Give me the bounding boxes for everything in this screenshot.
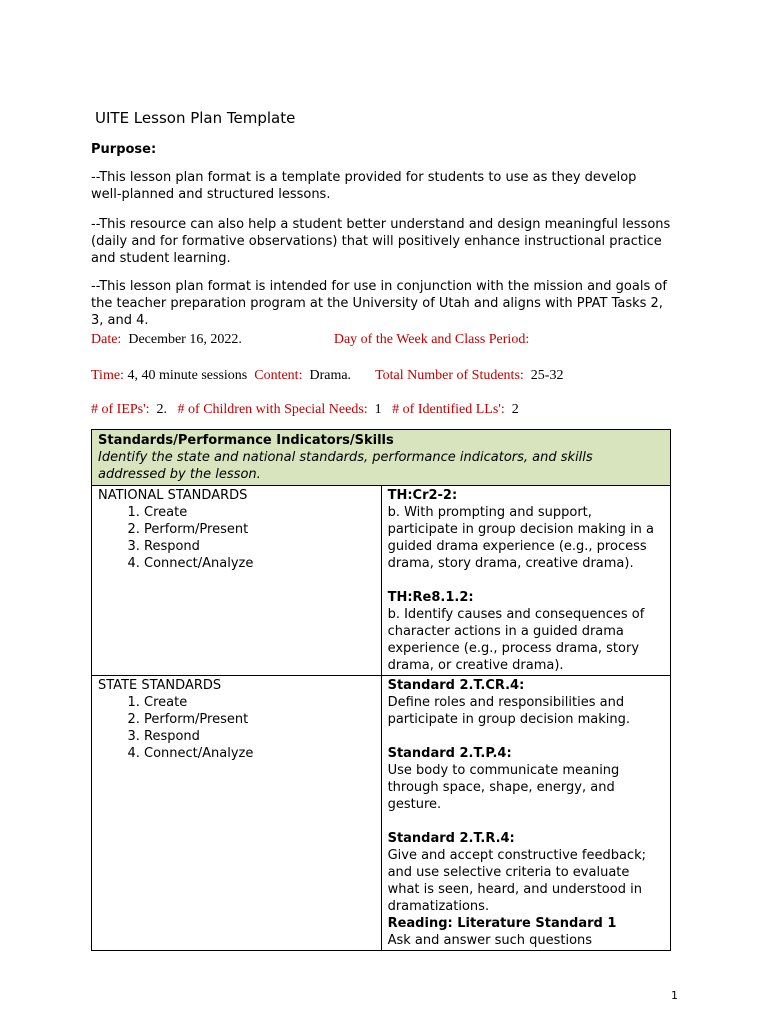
iep-row (91, 401, 519, 418)
special-needs-label: # of Children with Special Needs: (177, 402, 368, 417)
content-label: Content: (254, 368, 303, 383)
list-item: 2. Perform/Present (144, 521, 375, 538)
reading-standard-text: Ask and answer such questions (387, 933, 593, 948)
standard-text: Use body to communicate meaning through space, shape, energy, and gesture. (387, 763, 620, 812)
list-item: 3. Respond (144, 538, 375, 555)
standards-header-title: Standards/Performance Indicators/Skills (98, 433, 394, 448)
list-item: 1. Create (144, 694, 375, 711)
day-class-label: Day of the Week and Class Period: (333, 332, 530, 347)
time-row (91, 367, 563, 384)
students-value: 25-32 (530, 368, 564, 383)
students-label: Total Number of Students: (375, 368, 524, 383)
standards-table (91, 429, 671, 951)
standard-code: Standard 2.T.P.4: (387, 746, 512, 761)
standard-text: Give and accept constructive feedback; and use selective criteria to evaluate what is seen, heard, and understood in dramatizations. (387, 848, 646, 914)
ieps-label: # of IEPs': (91, 402, 150, 417)
state-standards-cell (92, 676, 382, 951)
standard-code: TH:Cr2-2: (387, 488, 458, 503)
content-value: Drama. (309, 368, 352, 383)
date-value: December 16, 2022. (128, 332, 242, 347)
reading-standard-code: Reading: Literature Standard 1 (387, 916, 617, 931)
national-standards-cell (92, 486, 382, 676)
purpose-paragraph-2: --This resource can also help a student better understand and design meaningful lessons (daily and for formative observations) that will positively enhance instructional practice and student learning. (91, 217, 671, 266)
purpose-paragraph-1: --This lesson plan format is a template provided for students to use as they develop well-planned and structured lessons. (91, 170, 637, 202)
standard-code: Standard 2.T.R.4: (387, 831, 515, 846)
standard-text: Define roles and responsibilities and participate in group decision making. (387, 695, 631, 727)
list-item: 1. Create (144, 504, 375, 521)
purpose-heading: Purpose: (91, 142, 157, 157)
standard-code: Standard 2.T.CR.4: (387, 678, 525, 693)
standards-header-cell (92, 430, 671, 486)
standards-header-subtitle: Identify the state and national standards, performance indicators, and skills addressed by the lesson. (98, 450, 593, 482)
state-standards-label: STATE STANDARDS (98, 678, 222, 693)
list-item: 4. Connect/Analyze (144, 555, 375, 572)
lls-value: 2 (511, 402, 519, 417)
standard-text: b. Identify causes and consequences of character actions in a guided drama experience (e.g., process drama, story drama, or creative drama). (387, 607, 645, 673)
national-standards-list (98, 504, 375, 572)
list-item: 3. Respond (144, 728, 375, 745)
special-needs-value: 1 (374, 402, 382, 417)
date-row (91, 331, 529, 348)
standard-text: b. With prompting and support, participate in group decision making in a guided drama experience (e.g., process drama, story drama, creative drama). (387, 505, 654, 571)
national-standards-detail (381, 486, 670, 676)
page-number: 1 (671, 989, 678, 1002)
lls-label: # of Identified LLs': (392, 402, 505, 417)
ieps-value: 2. (156, 402, 168, 417)
state-standards-list (98, 694, 375, 762)
date-label: Date: (91, 332, 122, 347)
time-label: Time: (91, 368, 124, 383)
document-title: UITE Lesson Plan Template (95, 109, 296, 127)
standards-header-row (92, 430, 671, 486)
state-standards-row (92, 676, 671, 951)
purpose-paragraph-3: --This lesson plan format is intended for use in conjunction with the mission and goals of the teacher preparation program at the University of Utah and aligns with PPAT Tasks 2, 3, and 4. (91, 279, 667, 328)
time-value: 4, 40 minute sessions (127, 368, 248, 383)
state-standards-detail (381, 676, 670, 951)
national-standards-label: NATIONAL STANDARDS (98, 488, 248, 503)
national-standards-row (92, 486, 671, 676)
standard-code: TH:Re8.1.2: (387, 590, 474, 605)
list-item: 4. Connect/Analyze (144, 745, 375, 762)
list-item: 2. Perform/Present (144, 711, 375, 728)
